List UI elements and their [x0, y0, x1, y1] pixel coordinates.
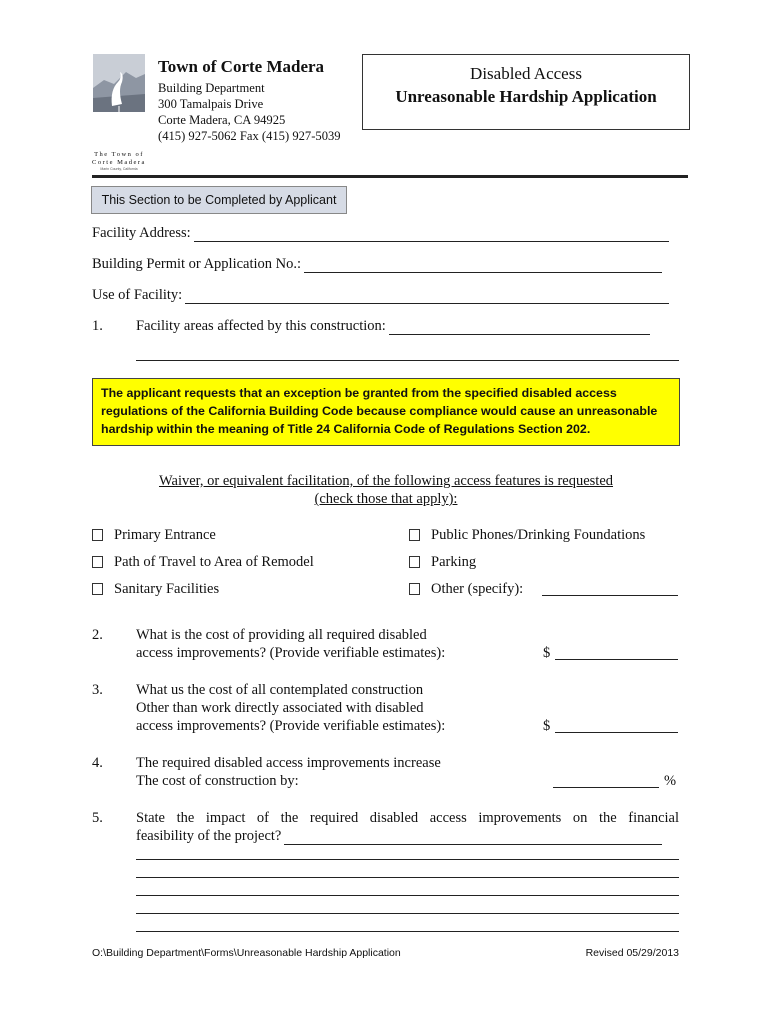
- q1-text: Facility areas affected by this construction:: [136, 318, 386, 334]
- org-name: Town of Corte Madera: [158, 57, 325, 76]
- facility-address-label: Facility Address:: [92, 225, 191, 241]
- org-dept: Building Department: [158, 81, 265, 95]
- q3-line2: Other than work directly associated with disabled: [136, 700, 424, 716]
- q1-field-line2[interactable]: [136, 360, 679, 361]
- checkbox-label: Primary Entrance: [114, 527, 216, 543]
- other-specify-field[interactable]: [542, 595, 678, 596]
- q5-line1: State the impact of the required disabled access improvements on the financial: [136, 810, 679, 826]
- q5-field-line5[interactable]: [136, 913, 679, 914]
- title-box: [362, 54, 690, 130]
- egret-logo-icon: [92, 54, 146, 144]
- q2-amount-field[interactable]: [555, 659, 678, 660]
- q5-field-line2[interactable]: [136, 859, 679, 860]
- q1-field[interactable]: [389, 321, 650, 335]
- permit-no-label: Building Permit or Application No.:: [92, 256, 302, 272]
- org-phone: (415) 927-5062 Fax (415) 927-5039: [158, 129, 341, 143]
- q4-text: [136, 754, 441, 790]
- q5-field-line6[interactable]: [136, 931, 679, 932]
- logo-text-line2: Corte Madera: [92, 159, 146, 166]
- section-label: This Section to be Completed by Applicant: [91, 186, 347, 214]
- q3-line3: access improvements? (Provide verifiable estimates):: [136, 718, 446, 734]
- header-divider: [92, 175, 688, 178]
- checkbox-label: Public Phones/Drinking Foundations: [431, 527, 646, 543]
- checkbox-label: Sanitary Facilities: [114, 581, 220, 597]
- q3-text: [136, 681, 445, 735]
- q2-line1: What is the cost of providing all required disabled: [136, 627, 427, 643]
- q3-line1: What us the cost of all contemplated construction: [136, 682, 424, 698]
- town-logo: [92, 54, 146, 171]
- checkbox-label: Other (specify):: [431, 581, 524, 597]
- q3-currency: $: [543, 718, 551, 734]
- checkbox-primary-entrance[interactable]: [92, 526, 216, 544]
- permit-no-field[interactable]: [304, 259, 662, 273]
- waiver-heading: [92, 472, 680, 508]
- q2-text: [136, 626, 445, 662]
- q4-unit: %: [664, 773, 677, 789]
- checkbox-label: Path of Travel to Area of Remodel: [114, 554, 314, 570]
- use-of-facility-label: Use of Facility:: [92, 287, 183, 303]
- q1-row: [136, 317, 650, 335]
- q5-field-line3[interactable]: [136, 877, 679, 878]
- checkbox-other[interactable]: [409, 580, 523, 598]
- footer-revised: Revised 05/29/2013: [585, 947, 679, 959]
- q5-row2: [136, 827, 662, 845]
- q4-percent-field[interactable]: [553, 787, 659, 788]
- q5-field[interactable]: [284, 831, 662, 845]
- checkbox-icon[interactable]: [409, 583, 420, 595]
- permit-no-row: [92, 255, 662, 273]
- q4-line2: The cost of construction by:: [136, 773, 299, 789]
- org-address1: 300 Tamalpais Drive: [158, 97, 264, 111]
- q4-number: 4.: [92, 755, 103, 771]
- checkbox-icon[interactable]: [92, 529, 103, 541]
- checkbox-sanitary-facilities[interactable]: [92, 580, 219, 598]
- use-of-facility-row: [92, 286, 669, 304]
- checkbox-icon[interactable]: [92, 583, 103, 595]
- org-block: [158, 56, 341, 144]
- q5-field-line4[interactable]: [136, 895, 679, 896]
- footer-path: O:\Building Department\Forms\Unreasonable Hardship Application: [92, 947, 401, 959]
- q4-line1: The required disabled access improvements increase: [136, 755, 441, 771]
- q3-amount-field[interactable]: [555, 732, 678, 733]
- q3-number: 3.: [92, 682, 103, 698]
- org-address2: Corte Madera, CA 94925: [158, 113, 286, 127]
- title-line1: Disabled Access: [470, 64, 582, 83]
- q2-line2: access improvements? (Provide verifiable estimates):: [136, 645, 446, 661]
- title-line2: Unreasonable Hardship Application: [395, 87, 657, 106]
- checkbox-parking[interactable]: [409, 553, 476, 571]
- checkbox-icon[interactable]: [92, 556, 103, 568]
- q2-number: 2.: [92, 627, 103, 643]
- q5-line2: feasibility of the project?: [136, 828, 282, 844]
- q1-number: 1.: [92, 318, 103, 334]
- facility-address-field[interactable]: [194, 228, 669, 242]
- checkbox-path-of-travel[interactable]: [92, 553, 314, 571]
- waiver-heading-line2: (check those that apply):: [314, 491, 458, 507]
- checkbox-icon[interactable]: [409, 556, 420, 568]
- q5-number: 5.: [92, 810, 103, 826]
- logo-text-line3: Marin County, California: [100, 167, 138, 171]
- facility-address-row: [92, 224, 669, 242]
- checkbox-icon[interactable]: [409, 529, 420, 541]
- checkbox-public-phones[interactable]: [409, 526, 645, 544]
- hardship-notice: The applicant requests that an exception be granted from the specified disabled access regulations of the California Building Code because compliance would cause an unreasonable hardship within the meaning of Title 24 California Code of Regulations Section 202.: [92, 378, 680, 446]
- q2-currency: $: [543, 645, 551, 661]
- checkbox-label: Parking: [431, 554, 477, 570]
- waiver-heading-line1: Waiver, or equivalent facilitation, of the following access features is requested: [158, 473, 614, 489]
- logo-text-line1: The Town of: [94, 151, 144, 158]
- use-of-facility-field[interactable]: [185, 290, 669, 304]
